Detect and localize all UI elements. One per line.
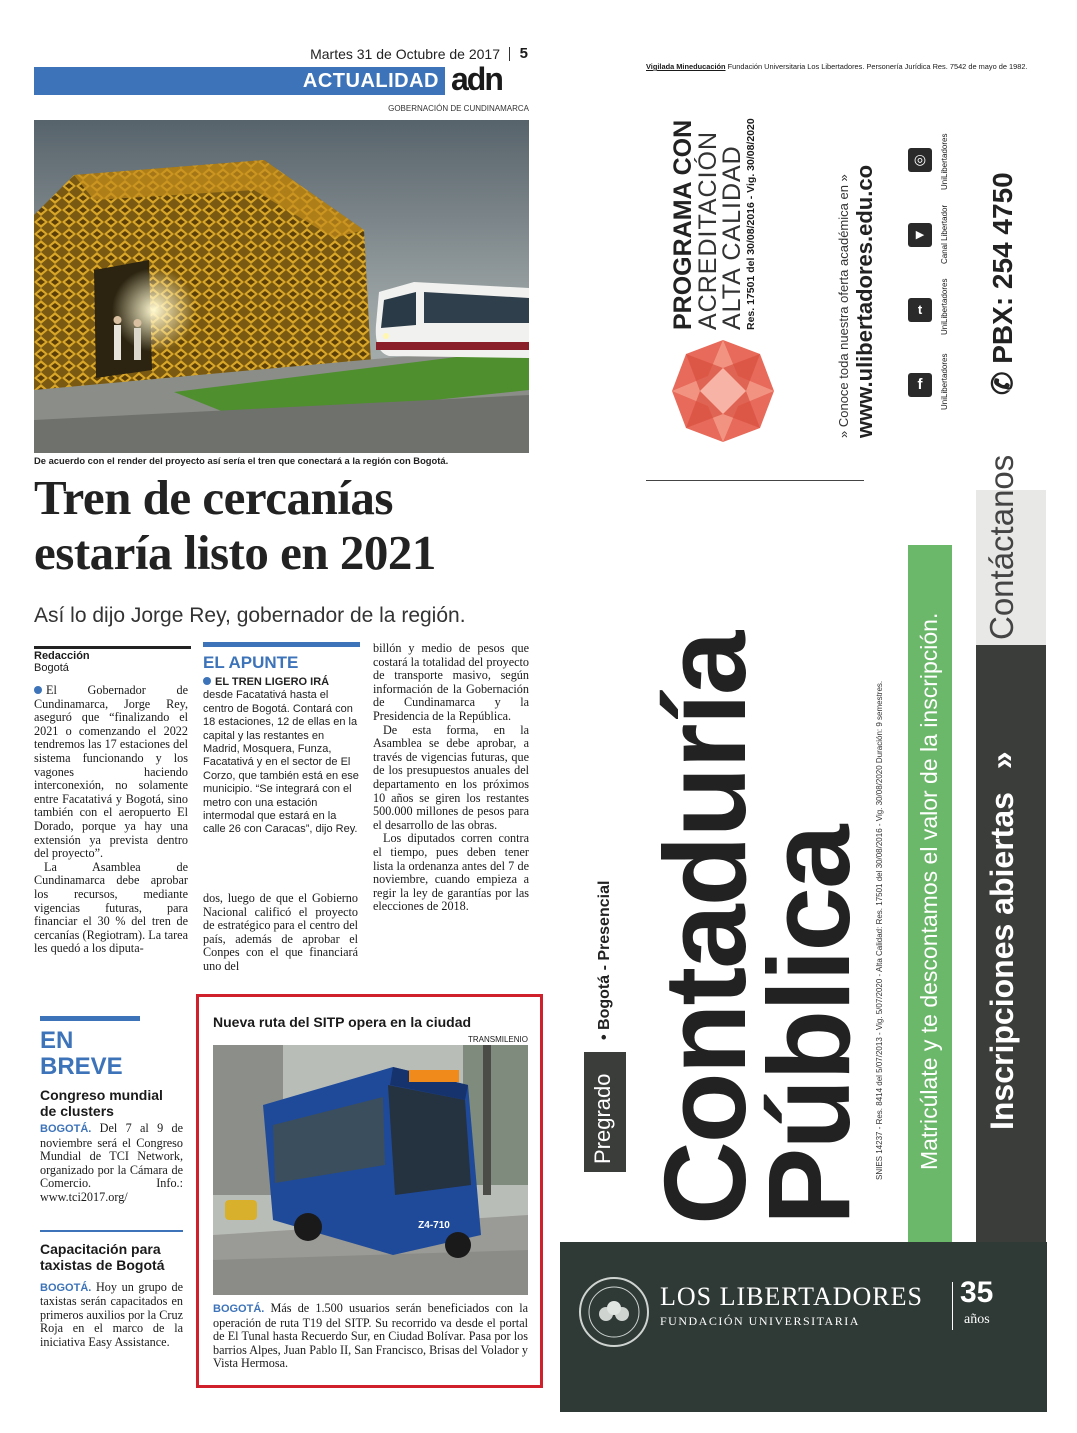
- program-line-2: ACREDITACIÓN: [694, 130, 722, 330]
- byline-author: Redacción: [34, 650, 90, 662]
- article-column-1: [34, 684, 188, 956]
- program-line-3: ALTA CALIDAD: [718, 145, 746, 330]
- sitp-photo-credit: TRANSMILENIO: [467, 1035, 528, 1044]
- article-paragraph: billón y medio de pesos que costará la totalidad del proyecto de transporte masivo, según información de la Gobernación de Cundinamarca y la Presidencia de la República.: [373, 641, 529, 723]
- image-caption: De acuerdo con el render del proyecto así sería el tren que conectará a la región con Bogotá.: [34, 455, 449, 466]
- phone-icon: ✆: [987, 363, 1018, 395]
- article-paragraph: El Gobernador de Cundinamarca, Jorge Rey, aseguró que “finalizando el 2021 o comenzando el 2022 tendremos las 17 estaciones del sistema funcionando y los vagones haciendo interconexión, no solamente entre Facatativá y Bogotá, sino también con el aeropuerto El Dorado, porque ya hay una extensión ya prevista dentro del proyecto”.: [34, 683, 188, 861]
- section-name: ACTUALIDAD: [302, 70, 439, 92]
- footer-divider: [952, 1282, 953, 1330]
- header-divider: [509, 47, 510, 61]
- article-column-3: [373, 642, 529, 914]
- en-breve-title: EN BREVE: [40, 1027, 123, 1080]
- snies-text: SNIES 14237 - Res. 8414 del 5/07/2013 - Vig. 5/07/2020 - Alta Calidad: Res. 17501 del 30/08/2016 - Vig. 30/08/2020 Duración: 9 semestres.: [875, 680, 884, 1180]
- years-number: 35: [960, 1276, 994, 1309]
- ad-divider: [646, 480, 864, 481]
- brief-text: BOGOTÁ. Del 7 al 9 de noviembre será el Congreso Mundial de TCI Network, organizado por la Cámara de Comercio. Info.: www.tci2017.org/: [40, 1121, 183, 1204]
- bullet-dot: [34, 686, 42, 694]
- train-render-image: [34, 120, 529, 453]
- ad-legal-text: Fundación Universitaria Los Libertadores. Personería Jurídica Res. 7542 de mayo de 1982.: [727, 62, 1028, 71]
- section-bar: [34, 61, 529, 97]
- matriculate-text: Matricúlate y te descontamos el valor de la inscripción.: [916, 612, 942, 1170]
- university-seal: [578, 1276, 650, 1348]
- program-line-1: PROGRAMA CON: [669, 119, 697, 330]
- phone-number: ✆ PBX: 254 4750: [987, 172, 1018, 395]
- article-column-2-bottom: dos, luego de que el Gobierno Nacional calificó el proyecto de estratégico para el centro del país, además de aprobar el Conpes con el que financiará uno del: [203, 891, 358, 973]
- bus-illustration: [213, 1045, 528, 1295]
- modalidad-text: • Bogotá - Presencial: [596, 880, 613, 1040]
- advertisement: [560, 40, 1047, 1412]
- libertadores-star-logo: [668, 336, 778, 446]
- page-number: 5: [519, 45, 528, 62]
- subheadline: Así lo dijo Jorge Rey, gobernador de la región.: [34, 604, 466, 627]
- social-label: UniLibertadores: [940, 133, 949, 190]
- program-title: [640, 632, 874, 1225]
- byline: [34, 646, 191, 674]
- instagram-icon: ◎: [913, 152, 927, 168]
- program-resolution: Res. 17501 del 30/08/2016 - Vig. 30/08/2020: [745, 118, 757, 330]
- article-paragraph: Los diputados corren contra el tiempo, pues deben tener lista la ordenanza antes del 7 de noviembre, cuando empieza a regir la ley de garantías por las elecciones de 2018.: [373, 831, 529, 914]
- social-icon-instagram[interactable]: [908, 148, 932, 172]
- bus: [263, 1067, 481, 1258]
- footer-university-name: LOS LIBERTADORES: [660, 1282, 923, 1311]
- sitp-text: BOGOTÁ. Más de 1.500 usuarios serán beneficiados con la operación de ruta T19 del SITP. Su recorrido va desde el portal de El Tunal hasta Recuerdo Sur, en Ciudad Bolívar. Pasa por los barrios Alpes, Juan Pablo II, San Francisco, Brisas del Volador y Vista Hermosa.: [213, 1301, 529, 1371]
- social-label: Canal Libertador: [940, 204, 949, 264]
- brief-item: [40, 1087, 183, 1205]
- bullet-dot: [203, 677, 211, 685]
- brief-item: [40, 1241, 183, 1350]
- ad-footer: [560, 1242, 1047, 1412]
- article-paragraph: De esta forma, en la Asamblea se debe aprobar, a través de vigencias futuras, que de los presupuestos anuales del departamento en los próximos 10 años se giren los restantes 500.000 millones de pesos para el desarrollo de las obras.: [373, 722, 529, 832]
- program-title-line-1: Contaduría: [640, 632, 770, 1225]
- arrow-icon: »: [984, 751, 1020, 770]
- apunte-text: EL TREN LIGERO IRÁ desde Facatativá hasta el centro de Bogotá. Contará con 18 estaciones, 12 de ellas en la capital y las restantes en Madrid, Mosquera, Funza, Facatativá y en el sector de El Corzo, que también está en ese municipio. “Se integrará con el metro con una estación intermodal que estará en la calle 26 con Caracas”, dijo Rey.: [203, 676, 359, 836]
- brand-logo: [445, 61, 529, 97]
- footer-university-sub: FUNDACIÓN UNIVERSITARIA: [660, 1314, 860, 1328]
- social-icon-youtube[interactable]: [908, 223, 932, 247]
- ad-legal-line: [646, 62, 1046, 71]
- brief-divider: [40, 1230, 183, 1232]
- facebook-icon: f: [917, 376, 923, 393]
- en-breve-rule: [40, 1016, 140, 1021]
- contactanos-text: Contáctanos: [983, 454, 1020, 640]
- image-credit: GOBERNACIÓN DE CUNDINAMARCA: [388, 104, 529, 113]
- years-label: años: [964, 1312, 990, 1327]
- social-icon-facebook[interactable]: [908, 373, 932, 397]
- ad-conoce-text: » Conoce toda nuestra oferta académica en »: [836, 174, 851, 438]
- vigilada-label: Vigilada Mineducación: [646, 62, 726, 71]
- program-title-line-2: Pública: [744, 826, 874, 1225]
- issue-date: Martes 31 de Octubre de 2017: [310, 46, 500, 62]
- social-icon-twitter[interactable]: [908, 298, 932, 322]
- article-paragraph: La Asamblea de Cundinamarca debe aprobar los recursos, mediante vigencias futuras, para financiar el 30 % del tren de cercanías (Regiotram). La tarea les quedó a los diputa-: [34, 859, 188, 956]
- program-accreditation: [670, 118, 758, 330]
- headline: [34, 470, 534, 580]
- bus-number: Z4-710: [418, 1220, 450, 1231]
- headline-line-2: estaría listo en 2021: [34, 525, 436, 580]
- social-label: UniLibertadores: [940, 278, 949, 335]
- brief-headline: Capacitación para taxistas de Bogotá: [40, 1240, 165, 1273]
- sitp-headline: Nueva ruta del SITP opera en la ciudad: [213, 1014, 472, 1030]
- byline-place: Bogotá: [34, 662, 69, 674]
- inscripciones-text: Inscripciones abiertas »: [984, 751, 1020, 1130]
- pregrado-text: Pregrado: [590, 1073, 615, 1164]
- social-label: UniLibertadores: [940, 353, 949, 410]
- headline-line-1: Tren de cercanías: [34, 470, 393, 525]
- brand-name: adn: [451, 61, 502, 97]
- brief-headline: Congreso mundial de clusters: [40, 1087, 163, 1119]
- youtube-icon: ▶: [915, 228, 925, 241]
- train-render-illustration: [34, 120, 529, 453]
- brief-text: BOGOTÁ. Hoy un grupo de taxistas serán capacitados en primeros auxilios por la Cruz Roja en el marco de la iniciativa Easy Assistance.: [40, 1279, 183, 1349]
- website-link[interactable]: www.ulibertadores.edu.co: [852, 164, 877, 438]
- twitter-icon: t: [917, 302, 923, 317]
- tram: [376, 282, 529, 358]
- apunte-box: [203, 642, 360, 837]
- apunte-title: EL APUNTE: [203, 653, 299, 672]
- sitp-bus-photo: [213, 1045, 528, 1295]
- en-breve: [40, 1016, 183, 1350]
